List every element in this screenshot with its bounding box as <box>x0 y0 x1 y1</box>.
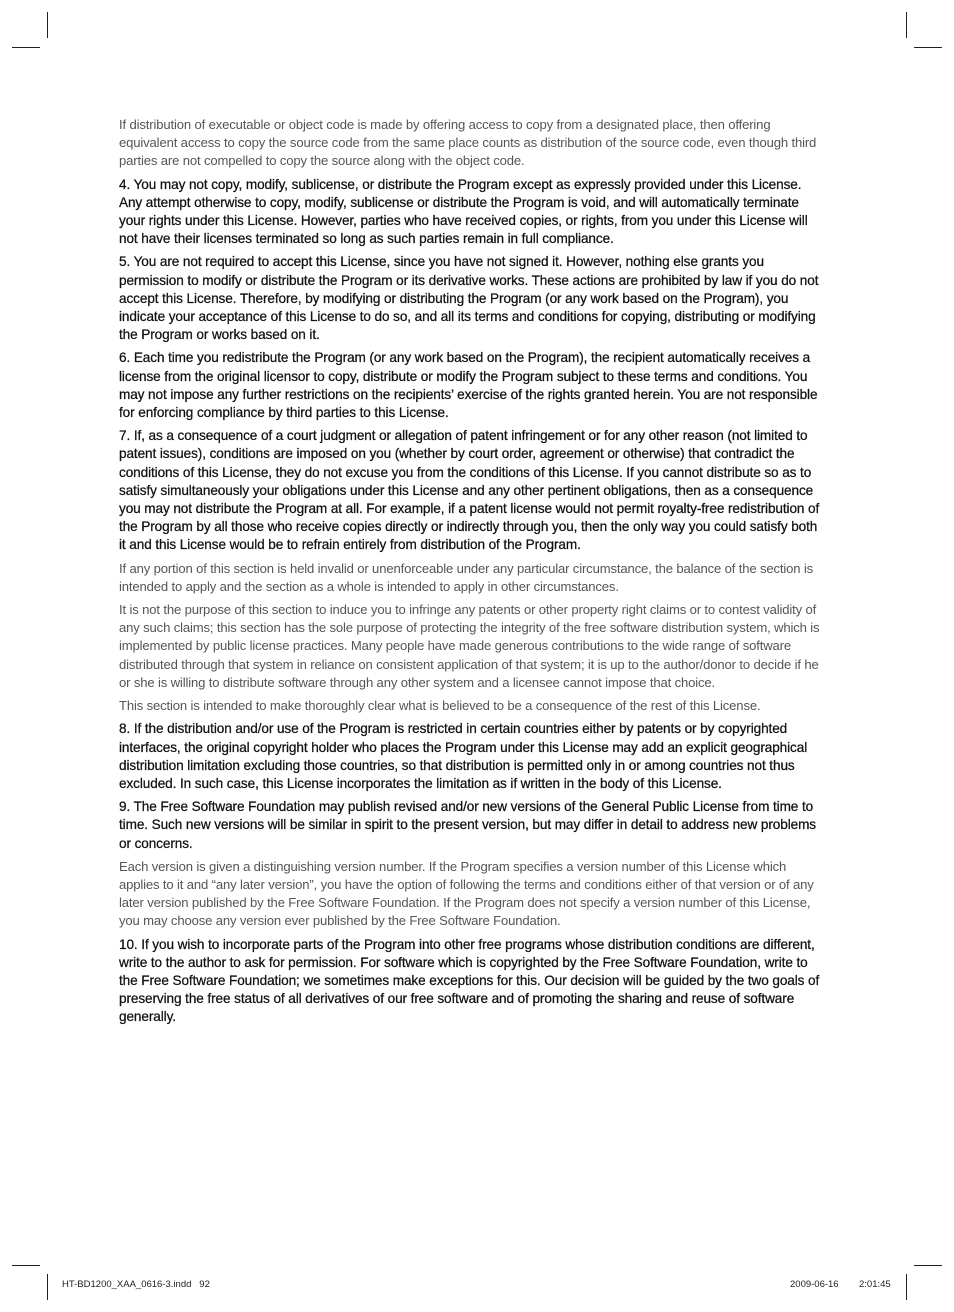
paragraph-section-8: 8. If the distribution and/or use of the Program is restricted in certain countries either by patents or by copyrighted interfaces, the original copyright holder who places the Program under this License may add an explicit geographical distribution limitation excluding those countries, so that distribution is permitted only in or among countries not thus excluded. In such case, this License incorporates the limitation as if written in the body of this License. <box>119 721 808 791</box>
footer-time: 2:01:45 <box>859 1279 891 1290</box>
paragraph-section-6: 6. Each time you redistribute the Program (or any work based on the Program), the recipient automatically receives a license from the original licensor to copy, distribute or modify the Program subject to these terms and conditions. You may not impose any further restrictions on the recipients’ exercise of the rights granted herein. You are not responsible for enforcing compliance by third parties to this License. <box>119 350 818 421</box>
paragraph-section-5: 5. You are not required to accept this License, since you have not signed it. However, nothing else grants you permission to modify or distribute the Program or its derivative works. These actions are prohibited by law if you do not accept this License. Therefore, by modifying or distributing the Program (or any work based on the Program), you indicate your acceptance of this License to do so, and all its terms and conditions for copying, distributing or modifying the Program or works based on it. <box>119 254 819 343</box>
crop-mark-bottom-left-vertical <box>47 1274 48 1300</box>
footer-date: 2009-06-16 <box>790 1279 839 1290</box>
paragraph-section-10: 10. If you wish to incorporate parts of the Program into other free programs whose distribution conditions are different, write to the author to ask for permission. For software which is copyrighted by the Free Software Foundation, write to the Free Software Foundation; we sometimes make exceptions for this. Our decision will be guided by the two goals of preserving the free status of all derivatives of our free software and of promoting the sharing and reuse of software generally. <box>119 936 820 1025</box>
crop-mark-bottom-right-horizontal <box>914 1265 942 1266</box>
crop-mark-top-right-horizontal <box>914 47 942 48</box>
crop-mark-bottom-right-vertical <box>906 1274 907 1300</box>
paragraph-section-4: 4. You may not copy, modify, sublicense, or distribute the Program except as expressly provided under this License. Any attempt otherwise to copy, modify, sublicense or distribute the Program is void, and will automatically terminate your rights under this License. However, parties who have received copies, or rights, from you under this License will not have their licenses terminated so long as such parties remain in full compliance. <box>119 176 808 247</box>
crop-mark-bottom-left-horizontal <box>12 1265 40 1266</box>
paragraph-section-7-clarification: This section is intended to make thoroughly clear what is believed to be a consequence of the rest of this License. <box>119 698 761 714</box>
paragraph-distribution-access: If distribution of executable or object code is made by offering access to copy from a designated place, then offering equivalent access to copy the source code from the same place counts as distribution of the source code, even though third parties are not compelled to copy the source along with the object code. <box>119 117 817 169</box>
crop-mark-top-right-vertical <box>906 12 907 38</box>
paragraph-section-9: 9. The Free Software Foundation may publish revised and/or new versions of the General Public License from time to time. Such new versions will be similar in spirit to the present version, but may differ in detail to address new problems or concerns. <box>119 799 817 851</box>
paragraph-section-9-version-number: Each version is given a distinguishing version number. If the Program specifies a version number of this License which applies to it and “any later version”, you have the option of following the terms and conditions either of that version or of any later version published by the Free Software Foundation. If the Program does not specify a version number of this License, you may choose any version ever published by the Free Software Foundation. <box>119 858 814 929</box>
license-text-body <box>119 116 823 1032</box>
paragraph-section-7: 7. If, as a consequence of a court judgment or allegation of patent infringement or for any other reason (not limited to patent issues), conditions are imposed on you (whether by court order, agreement or otherwise) that contradict the conditions of this License, they do not excuse you from the conditions of this License. If you cannot distribute so as to satisfy simultaneously your obligations under this License and any other pertinent obligations, then as a consequence you may not distribute the Program at all. For example, if a patent license would not permit royalty-free redistribution of the Program by all those who receive copies directly or indirectly through you, then the only way you could satisfy both it and this License would be to refrain entirely from distribution of the Program. <box>119 428 820 553</box>
paragraph-section-7-purpose: It is not the purpose of this section to induce you to infringe any patents or other property right claims or to contest validity of any such claims; this section has the sole purpose of protecting the integrity of the free software distribution system, which is implemented by public license practices. Many people have made generous contributions to the wide range of software distributed through that system in reliance on consistent application of that system; it is up to the author/donor to decide if he or she is willing to distribute software through any other system and a licensee cannot impose that choice. <box>119 602 820 690</box>
paragraph-section-7-invalid-portion: If any portion of this section is held invalid or unenforceable under any particular circumstance, the balance of the section is intended to apply and the section as a whole is intended to apply in other circumstances. <box>119 560 814 594</box>
crop-mark-top-left-horizontal <box>12 47 40 48</box>
footer-filename: HT-BD1200_XAA_0616-3.indd 92 <box>62 1279 210 1290</box>
crop-mark-top-left-vertical <box>47 12 48 38</box>
